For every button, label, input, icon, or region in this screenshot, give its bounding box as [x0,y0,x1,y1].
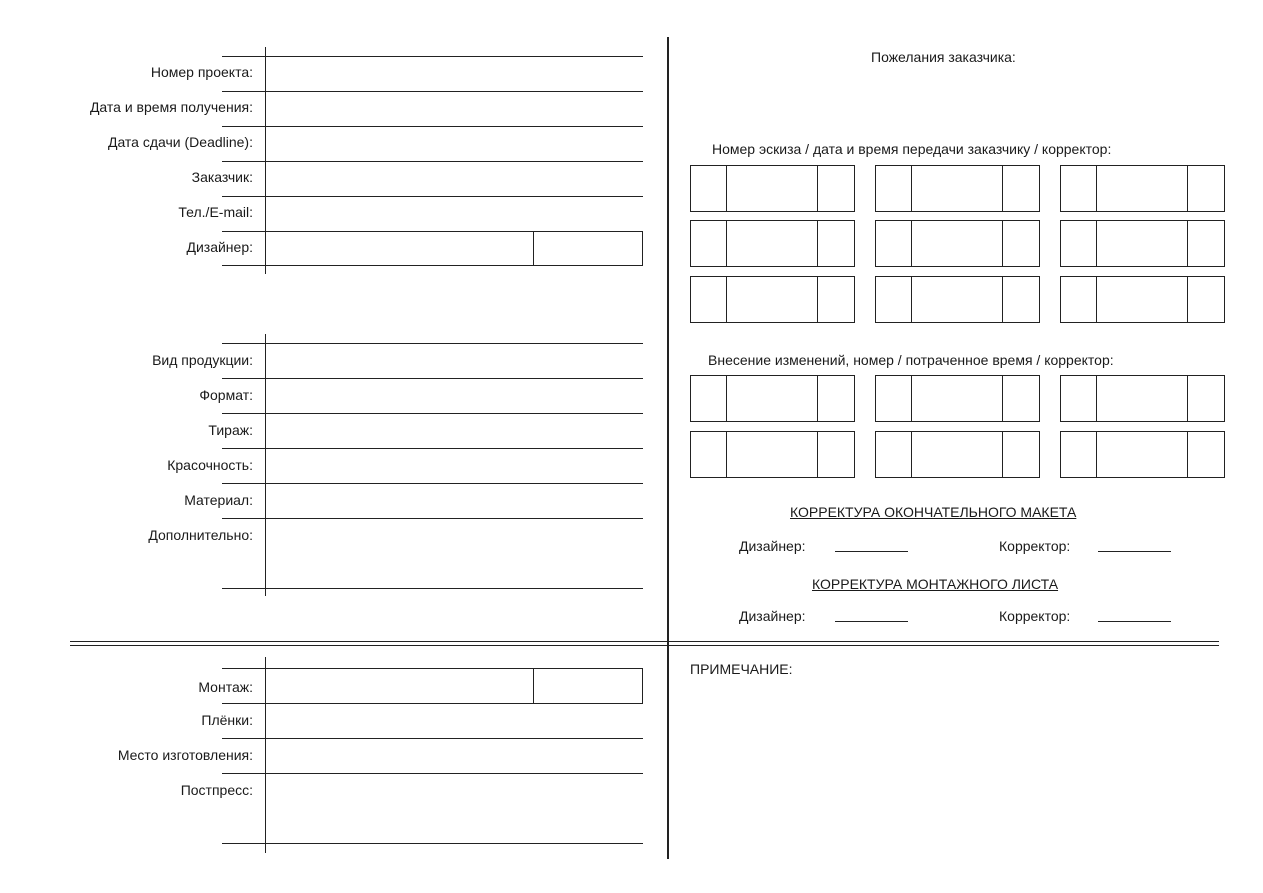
designer-label: Дизайнер: [186,239,253,255]
change-cell[interactable] [1060,431,1225,478]
designer-field-divider [533,231,534,266]
production-place-field[interactable] [266,739,643,772]
final-proof-designer-signature[interactable] [835,551,908,552]
postpress-label: Постпресс: [180,782,253,798]
customer-wishes-label: Пожелания заказчика: [871,49,1016,65]
right-double-line-bottom [668,645,1219,646]
deadline-field[interactable] [266,127,643,160]
circulation-label: Тираж: [208,422,253,438]
montage-field-divider [533,668,534,704]
page-center-divider [667,37,669,859]
deadline-label: Дата сдачи (Deadline): [107,134,253,150]
sketch-cell[interactable] [875,276,1040,323]
customer-label: Заказчик: [191,169,253,185]
left-double-line-top [70,641,667,642]
final-proof-designer-label: Дизайнер: [739,538,806,554]
postpress-field[interactable] [266,774,643,842]
sketch-cell[interactable] [690,220,855,267]
films-field[interactable] [266,704,643,737]
montage-field[interactable] [265,668,643,704]
sketch-cell[interactable] [690,276,855,323]
additional-label: Дополнительно: [148,527,253,543]
change-cell[interactable] [1060,375,1225,422]
changes-section-label: Внесение изменений, номер / потраченное время / корректор: [708,352,1114,368]
sketch-cell[interactable] [1060,165,1225,212]
material-field[interactable] [266,484,643,517]
customer-field[interactable] [266,162,643,195]
colors-label: Красочность: [167,457,253,473]
sketch-cell[interactable] [875,165,1040,212]
montage-proof-designer-signature[interactable] [835,621,908,622]
films-label: Плёнки: [201,712,253,728]
sketch-cell[interactable] [690,165,855,212]
montage-label: Монтаж: [198,679,253,695]
change-cell[interactable] [690,375,855,422]
final-proof-title: КОРРЕКТУРА ОКОНЧАТЕЛЬНОГО МАКЕТА [790,504,1077,520]
montage-proof-corrector-label: Корректор: [999,608,1071,624]
note-area[interactable] [690,680,1225,850]
final-proof-corrector-signature[interactable] [1098,551,1171,552]
additional-field[interactable] [266,519,643,587]
phone-email-label: Тел./E-mail: [178,204,253,220]
sketch-section-label: Номер эскиза / дата и время передачи заказчику / корректор: [712,141,1112,157]
colors-field[interactable] [266,449,643,482]
right-double-line-top [668,641,1219,642]
production-place-label: Место изготовления: [117,747,253,763]
montage-proof-title: КОРРЕКТУРА МОНТАЖНОГО ЛИСТА [812,576,1059,592]
product-type-label: Вид продукции: [152,352,253,368]
circulation-field[interactable] [266,414,643,447]
montage-proof-designer-label: Дизайнер: [739,608,806,624]
note-label: ПРИМЕЧАНИЕ: [690,661,793,677]
left-double-line-bottom [70,645,667,646]
change-cell[interactable] [875,431,1040,478]
customer-wishes-area[interactable] [690,70,1225,138]
project-number-field[interactable] [266,57,643,90]
format-label: Формат: [199,387,253,403]
final-proof-corrector-label: Корректор: [999,538,1071,554]
designer-field[interactable] [265,231,643,266]
sketch-cell[interactable] [1060,276,1225,323]
received-datetime-label: Дата и время получения: [89,99,253,115]
change-cell[interactable] [875,375,1040,422]
change-cell[interactable] [690,431,855,478]
project-number-label: Номер проекта: [150,64,253,80]
sketch-cell[interactable] [875,220,1040,267]
sketch-cell[interactable] [1060,220,1225,267]
format-field[interactable] [266,379,643,412]
material-label: Материал: [184,492,253,508]
received-datetime-field[interactable] [266,92,643,125]
product-type-field[interactable] [266,344,643,377]
phone-email-field[interactable] [266,197,643,230]
montage-proof-corrector-signature[interactable] [1098,621,1171,622]
